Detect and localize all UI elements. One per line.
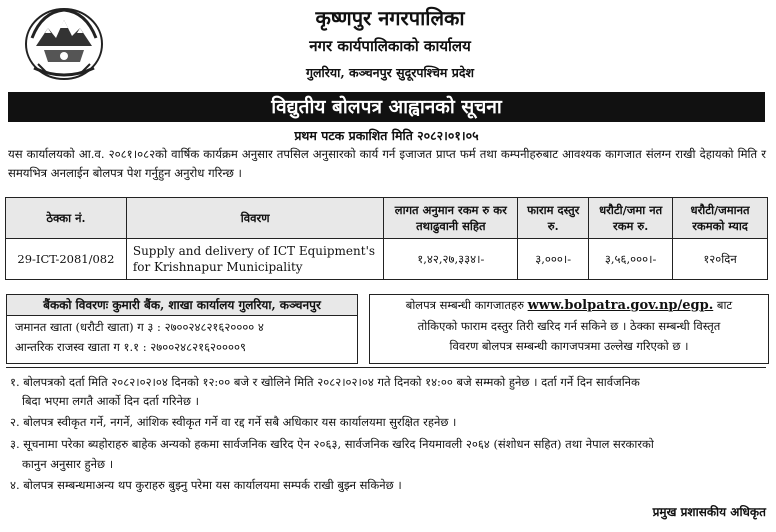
table-header-row — [6, 198, 768, 239]
bank-title: बैंकको विवरणः कुमारी बैंक, शाखा कार्यालय गुलरिया, कञ्चनपुर — [7, 295, 357, 316]
note-4: ४. बोलपत्र सम्बन्धमाअन्य थप कुराहरु बुझ्नु परेमा यस कार्यालयमा सम्पर्क राखी बुझ्न सकिनेछ । — [10, 478, 402, 492]
note-2: २. बोलपत्र स्वीकृत गर्ने, नगर्ने, आंशिक स्वीकृत गर्ने वा रद्द गर्ने सबै अधिकार यस कार्यालयमा सुरक्षित रहनेछ । — [10, 415, 457, 429]
cell-contract-no: 29-ICT-2081/082 — [6, 239, 127, 280]
col-estimate: लागत अनुमान रकम रु कर तथाढुवानी सहित — [384, 198, 518, 239]
cell-description: Supply and delivery of ICT Equipment's for Krishnapur Municipality — [126, 239, 384, 280]
info-line-1 — [370, 295, 768, 316]
note-1-cont: बिदा भएमा लगतै आर्को दिन दर्ता गरिनेछ । — [22, 394, 199, 408]
col-validity: धरौटी/जमानत रकमको म्याद — [673, 198, 768, 239]
published-date: प्रथम पटक प्रकाशित मिति २०८२।०१।०५ — [294, 128, 479, 143]
nepal-emblem-icon — [22, 6, 106, 82]
tender-table — [5, 197, 768, 280]
cell-estimate: १,४२,२७,३३४।- — [384, 239, 518, 280]
office-address: गुलरिया, कञ्चनपुर सुदूरपश्चिम प्रदेश — [305, 65, 475, 80]
signature-title: प्रमुख प्रशासकीय अधिकृत — [652, 505, 766, 519]
divider — [6, 367, 766, 368]
note-3: ३. सूचनामा परेका ब्यहोराहरु बाहेक अन्यको हकमा सार्वजनिक खरिद ऐन २०६३, सार्वजनिक खरिद नियमावली २०६४ (संशोधन सहित) तथा नेपाल सरकारको — [10, 437, 654, 451]
col-form-fee: फाराम दस्तुर रु. — [518, 198, 589, 239]
info-line-2: तोकिएको फाराम दस्तुर तिरी खरिद गर्न सकिने छ । ठेक्का सम्बन्धी विस्तृत — [417, 319, 721, 333]
intro-paragraph: यस कार्यालयको आ.व. २०८१।०८२को वार्षिक कार्यक्रम अनुसार तपसिल अनुसारको कार्य गर्न इजाजत प्राप्त फर्म तथा कम्पनीहरुबाट आवश्यक कागजात संलग्न राखी देहायको मिति र समयभित्र अनलाईन बोलपत्र पेश गर्नुहुन अनुरोध गरिन्छ । — [8, 147, 766, 180]
info-suffix: बाट — [716, 298, 733, 312]
document-info-box — [369, 294, 769, 364]
cell-deposit: ३,५६,०००।- — [589, 239, 673, 280]
col-deposit: धरौटी/जमा नत रकम रु. — [589, 198, 673, 239]
col-description: विवरण — [126, 198, 384, 239]
info-line-3: विवरण बोलपत्र सम्बन्धी कागजपत्रमा उल्लेख गरिएको छ । — [449, 339, 689, 353]
office-name: नगर कार्यपालिकाको कार्यालय — [309, 37, 471, 55]
info-prefix: बोलपत्र सम्बन्धी कागजातहरु — [405, 298, 524, 312]
bank-details-box — [6, 294, 358, 364]
cell-form-fee: ३,०००।- — [518, 239, 589, 280]
bank-revenue-account: आन्तरिक राजस्व खाता ग १.१ : २७००२४८२१६२००००९ — [15, 340, 246, 354]
table-row — [6, 239, 768, 280]
bank-deposit-account: जमानत खाता (धरौटी खाता) ग ३ : २७००२४८२१६२०००० ४ — [15, 320, 264, 334]
municipality-name: कृष्णपुर नगरपालिका — [315, 6, 465, 30]
col-contract-no: ठेक्का नं. — [6, 198, 127, 239]
bolpatra-link[interactable]: www.bolpatra.gov.np/egp. — [527, 298, 714, 313]
notice-banner: विद्युतीय बोलपत्र आह्वानको सूचना — [8, 92, 765, 122]
cell-validity: १२०दिन — [673, 239, 768, 280]
note-1: १. बोलपत्रको दर्ता मिति २०८२।०२।०४ दिनको १२:०० बजे र खोलिने मिति २०८२।०२।०४ गते दिनको १४:०० बजे सम्मको हुनेछ । दर्ता गर्ने दिन सार्वजनिक — [10, 375, 640, 389]
note-3-cont: कानुन अनुसार हुनेछ । — [22, 457, 114, 471]
